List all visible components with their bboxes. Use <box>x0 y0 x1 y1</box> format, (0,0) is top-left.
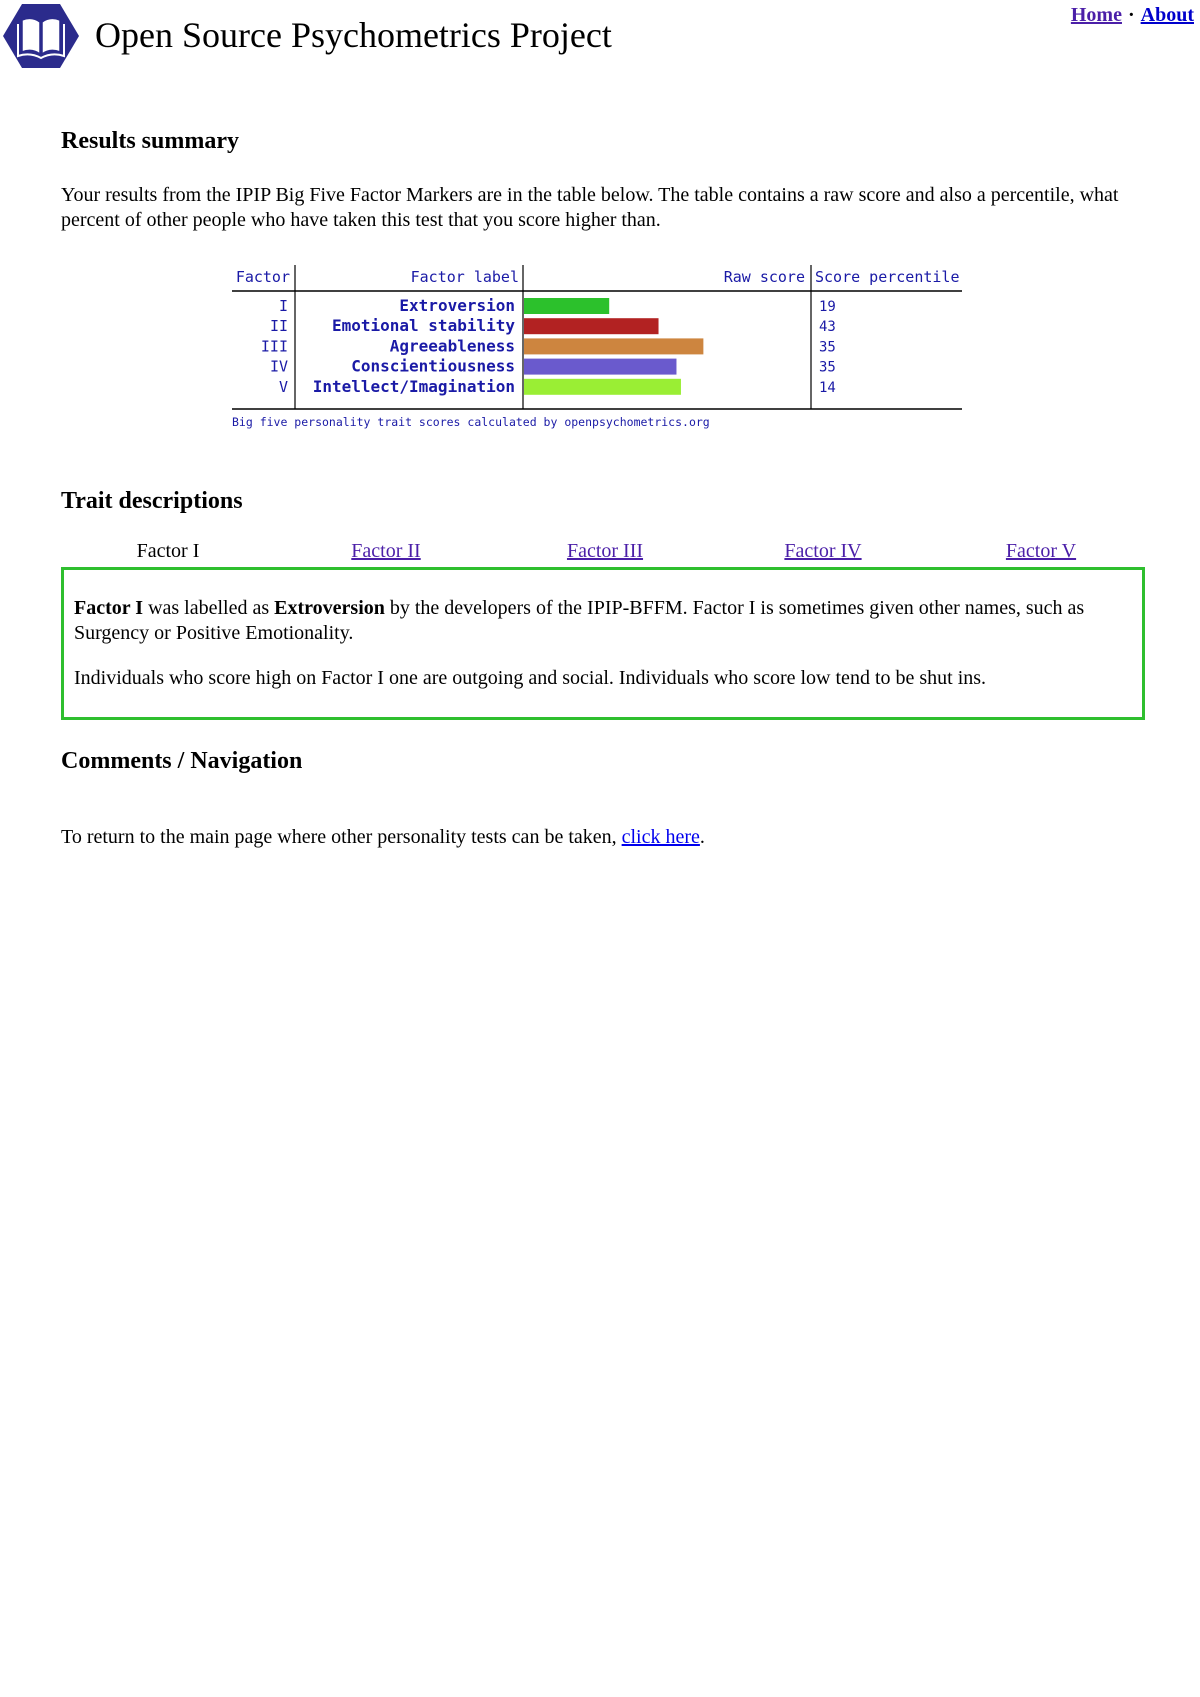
factor-label-3: Agreeableness <box>389 336 515 356</box>
tab-factor-ii[interactable]: Factor II <box>351 540 421 562</box>
tab-factor-iv[interactable]: Factor IV <box>784 540 862 562</box>
column-header-raw-score: Raw score <box>723 268 805 286</box>
top-nav <box>1071 4 1194 27</box>
site-title: Open Source Psychometrics Project <box>95 15 612 55</box>
tab-factor-i[interactable]: Factor I <box>136 540 200 562</box>
factor-label: Extroversion <box>274 597 385 619</box>
results-summary-heading: Results summary <box>61 128 239 154</box>
factor-text-2: by the developers of the IPIP-BFFM. Factor I is sometimes given other names, such as Surgency or Positive Emotionality. <box>74 597 1085 644</box>
trait-descriptions-heading: Trait descriptions <box>61 488 243 514</box>
nav-separator: · <box>1127 4 1135 26</box>
column-header-score-percentile: Score percentile <box>815 268 960 286</box>
score-bar-2 <box>524 318 659 334</box>
factor-name: Factor I <box>74 597 144 619</box>
factor-numeral-4: IV <box>269 357 288 376</box>
factor-numeral-2: II <box>269 317 288 336</box>
score-bar-5 <box>524 379 681 395</box>
factor-numeral-5: V <box>278 377 288 396</box>
factor-label-1: Extroversion <box>399 296 515 315</box>
factor-description-box <box>61 567 1145 720</box>
tab-factor-v[interactable]: Factor V <box>1005 540 1077 562</box>
return-text-end: . <box>699 826 705 848</box>
column-header-factor-label: Factor label <box>410 268 519 286</box>
nav-home-link[interactable]: Home <box>1070 4 1122 26</box>
return-text <box>61 825 1141 850</box>
factor-description-paragraph-1 <box>74 596 1132 646</box>
score-percentile-1: 19 <box>819 299 836 315</box>
big-five-score-chart <box>232 265 962 430</box>
score-percentile-3: 35 <box>819 339 836 356</box>
score-bar-4 <box>524 359 676 375</box>
nav-about-link[interactable]: About <box>1140 4 1194 26</box>
factor-label-4: Conscientiousness <box>351 356 515 376</box>
factor-description-paragraph-2: Individuals who score high on Factor I one are outgoing and social. Individuals who score low tend to be shut ins. <box>74 667 987 689</box>
score-percentile-5: 14 <box>819 379 836 396</box>
book-hexagon-icon[interactable] <box>2 2 80 70</box>
chart-footer-credit: Big five personality trait scores calculated by openpsychometrics.org <box>232 415 710 429</box>
factor-numeral-1: I <box>278 297 288 315</box>
score-percentile-4: 35 <box>819 359 836 376</box>
click-here-link[interactable]: click here <box>621 826 700 848</box>
score-bar-3 <box>524 338 703 354</box>
tab-factor-iii[interactable]: Factor III <box>566 540 644 562</box>
column-header-factor: Factor <box>235 268 290 286</box>
factor-tabs <box>61 540 1151 568</box>
factor-label-2: Emotional stability <box>331 316 515 336</box>
factor-label-5: Intellect/Imagination <box>312 376 515 396</box>
score-chart-svg <box>232 265 962 430</box>
return-text-body: To return to the main page where other personality tests can be taken, <box>61 826 622 848</box>
score-percentile-2: 43 <box>819 319 836 336</box>
score-bar-1 <box>524 298 609 314</box>
comments-navigation-heading: Comments / Navigation <box>61 748 303 774</box>
results-intro: Your results from the IPIP Big Five Factor Markers are in the table below. The table contains a raw score and also a percentile, what percent of other people who have taken this test that you score higher than. <box>61 184 1119 231</box>
factor-numeral-3: III <box>260 337 288 356</box>
factor-text-1: was labelled as <box>143 597 275 619</box>
